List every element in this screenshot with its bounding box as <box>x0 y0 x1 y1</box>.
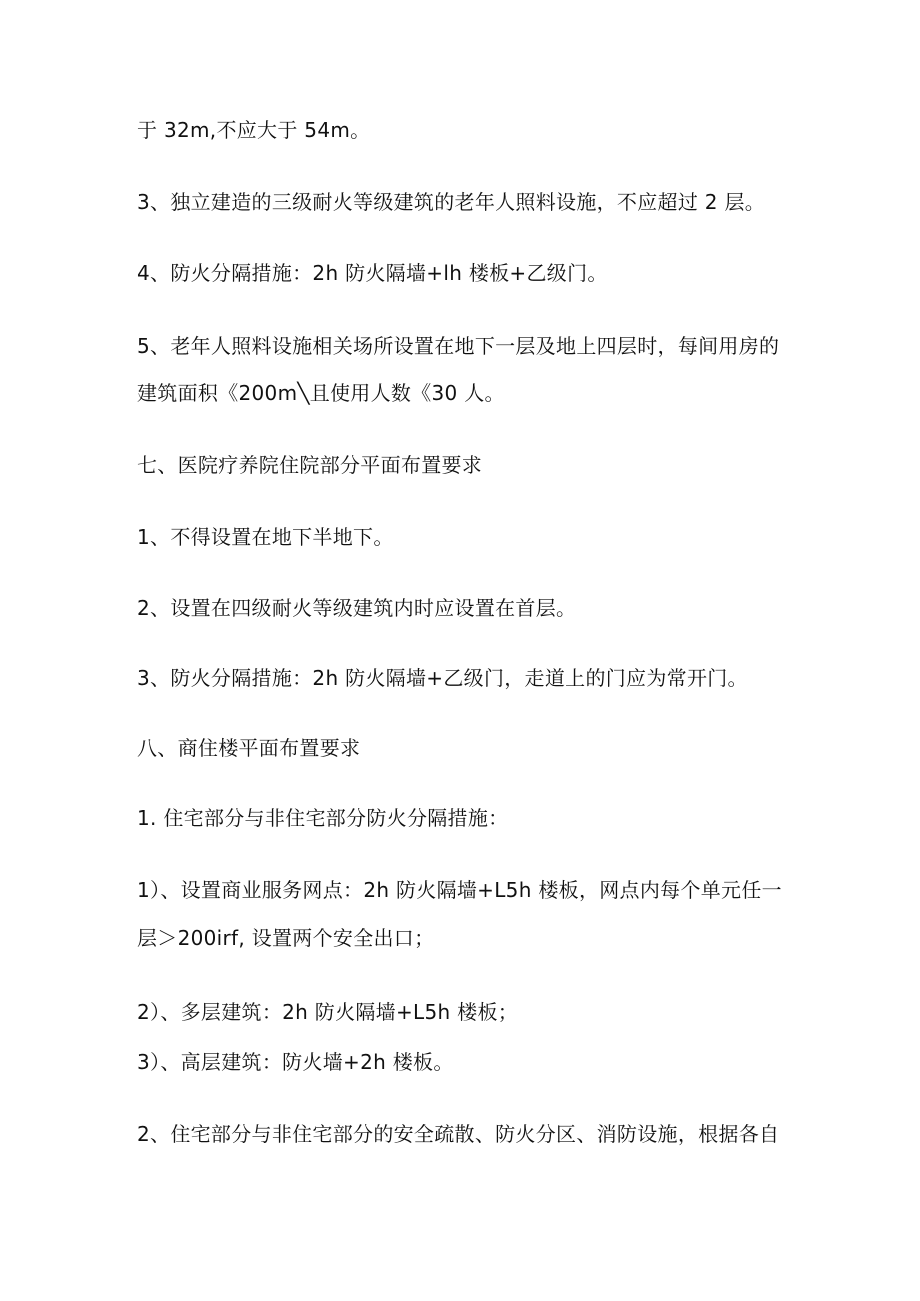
text-line: 1）、设置商业服务网点：2h 防火隔墙+L5h 楼板，网点内每个单元任一 <box>137 878 782 902</box>
text-line: 2、设置在四级耐火等级建筑内时应设置在首层。 <box>137 596 577 620</box>
text-line: 5、老年人照料设施相关场所设置在地下一层及地上四层时，每间用房的 <box>137 334 780 358</box>
section-heading: 八、商住楼平面布置要求 <box>137 736 361 760</box>
text-line: 建筑面积《200m╲且使用人数《30 人。 <box>137 381 505 405</box>
text-line: 4、防火分隔措施：2h 防火隔墙+lh 楼板+乙级门。 <box>137 261 608 285</box>
text-line: 3）、高层建筑：防火墙+2h 楼板。 <box>137 1050 454 1074</box>
text-line: 3、防火分隔措施：2h 防火隔墙+乙级门，走道上的门应为常开门。 <box>137 666 748 690</box>
text-line: 层＞200irf, 设置两个安全出口； <box>137 926 435 950</box>
text-line: 1、不得设置在地下半地下。 <box>137 525 394 549</box>
text-line: 于 32m,不应大于 54m。 <box>137 118 371 142</box>
section-heading: 七、医院疗养院住院部分平面布置要求 <box>137 453 483 477</box>
text-line: 3、独立建造的三级耐火等级建筑的老年人照料设施，不应超过 2 层。 <box>137 190 766 214</box>
text-line: 2、住宅部分与非住宅部分的安全疏散、防火分区、消防设施，根据各自 <box>137 1122 780 1146</box>
text-line: 2）、多层建筑：2h 防火隔墙+L5h 楼板； <box>137 1000 519 1024</box>
text-line: 1. 住宅部分与非住宅部分防火分隔措施： <box>137 806 509 830</box>
